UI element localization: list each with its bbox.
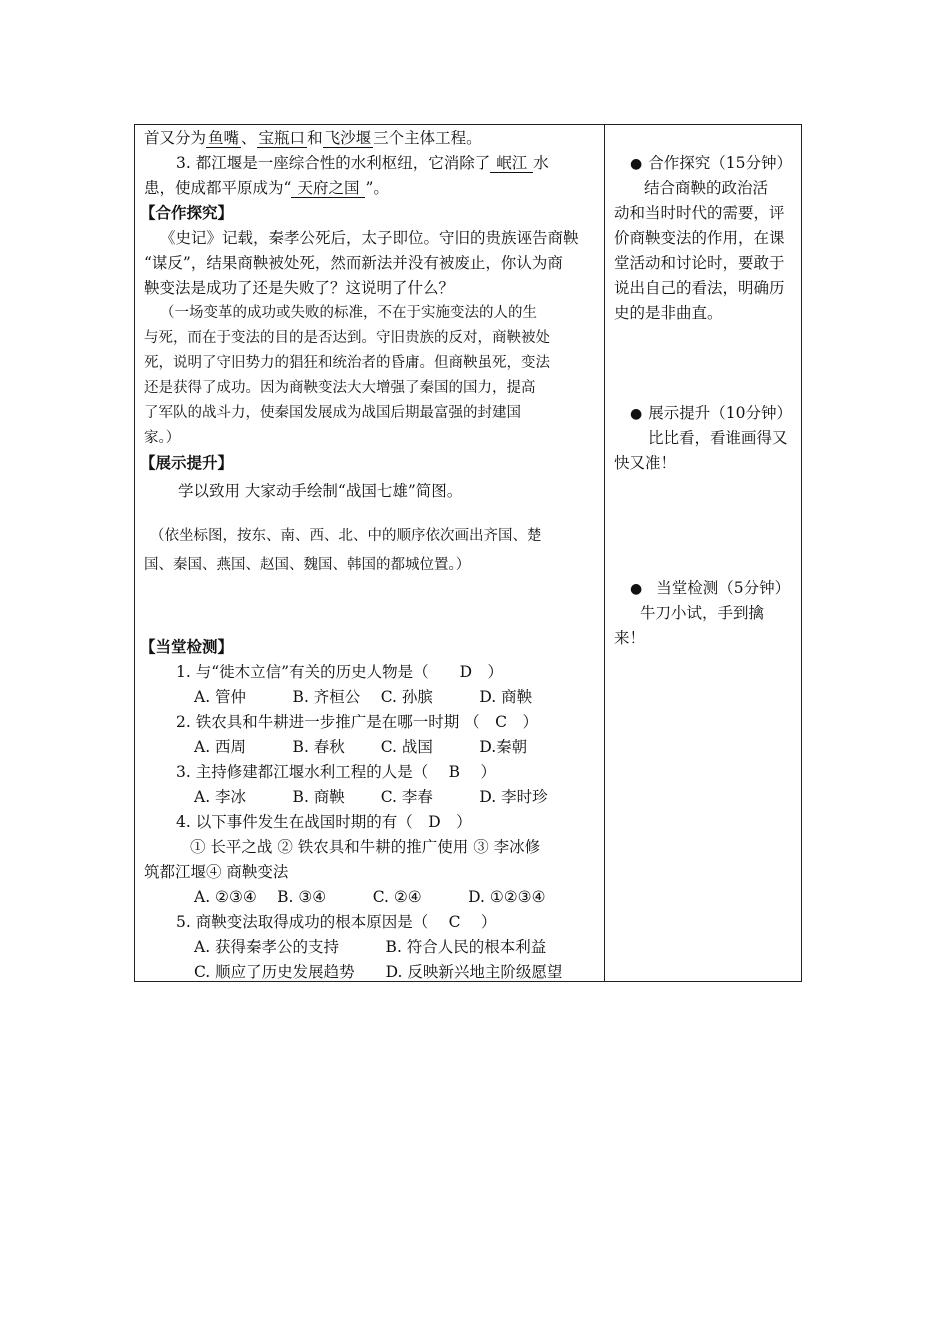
presentation-answer: 国、秦国、燕国、赵国、魏国、韩国的都城位置。） xyxy=(144,557,471,573)
bullet-icon: ● xyxy=(630,406,643,422)
guide-presentation-title xyxy=(630,403,792,424)
test-question-4-events: 筑都江堰④ 商鞅变法 xyxy=(144,863,289,881)
test-question-5: 5. 商鞅变法取得成功的根本原因是（ C ） xyxy=(176,913,497,931)
test-options-5: A. 获得秦孝公的支持 B. 符合人民的根本利益 xyxy=(194,938,547,956)
guide-title-text: 合作探究（15分钟） xyxy=(648,154,792,172)
guide-title-text: 展示提升（10分钟） xyxy=(648,404,792,422)
test-options-5: C. 顺应了历史发展趋势 D. 反映新兴地主阶级愿望 xyxy=(194,963,563,981)
test-question-4-events: ① 长平之战 ② 铁农具和牛耕的推广使用 ③ 李冰修 xyxy=(190,838,541,856)
guide-text: 史的是非曲直。 xyxy=(614,304,723,322)
line-question-3-cont xyxy=(144,178,389,198)
text: 患，使成都平原成为“ xyxy=(144,179,292,197)
line-question-3 xyxy=(176,153,549,173)
guide-text: 来！ xyxy=(614,629,646,647)
text: 3. 都江堰是一座综合性的水利枢纽，它消除了 xyxy=(176,154,491,172)
blank-answer: 天府之国 xyxy=(291,179,365,198)
cooperation-question: “谋反”，结果商鞅被处死，然而新法并没有被废止，你认为商 xyxy=(144,254,563,272)
line-dujiangyan-parts xyxy=(144,128,482,148)
cooperation-answer: 与死，而在于变法的目的是否达到。守旧贵族的反对，商鞅被处 xyxy=(144,330,550,346)
guide-text: 堂活动和讨论时，要敢于 xyxy=(614,254,785,272)
guide-test-title xyxy=(630,578,790,599)
guide-text: 价商鞅变法的作用，在课 xyxy=(614,229,785,247)
text: 和 xyxy=(307,129,323,147)
text: 三个主体工程。 xyxy=(373,129,482,147)
text: 首又分为 xyxy=(144,129,207,147)
text: ”。 xyxy=(365,179,389,197)
section-heading-test: 【当堂检测】 xyxy=(140,637,234,656)
text: 、 xyxy=(241,129,257,147)
section-heading-cooperation: 【合作探究】 xyxy=(140,203,234,222)
test-options-2: A. 西周 B. 春秋 C. 战国 D.秦朝 xyxy=(194,738,528,756)
blank-answer: 岷江 xyxy=(490,154,533,173)
test-options-3: A. 李冰 B. 商鞅 C. 李春 D. 李时珍 xyxy=(194,788,548,806)
blank-answer: 宝瓶口 xyxy=(258,129,306,147)
guide-title-text: 当堂检测（5分钟） xyxy=(656,579,791,597)
blank-answer: 鱼嘴 xyxy=(208,129,240,147)
section-heading-presentation: 【展示提升】 xyxy=(140,453,234,472)
cooperation-answer: 还是获得了成功。因为商鞅变法大大增强了秦国的国力，提高 xyxy=(144,380,536,396)
guide-text: 动和当时时代的需要，评 xyxy=(614,204,785,222)
presentation-answer: （依坐标图，按东、南、西、北、中的顺序依次画出齐国、楚 xyxy=(150,528,542,544)
guide-text: 牛刀小试，手到擒 xyxy=(640,604,765,622)
cooperation-answer: 了军队的战斗力，使秦国发展成为战国后期最富强的封建国 xyxy=(144,405,521,421)
blank-answer: 飞沙堰 xyxy=(324,129,372,147)
test-question-4: 4. 以下事件发生在战国时期的有（ D ） xyxy=(176,813,472,831)
text: 水 xyxy=(533,154,549,172)
presentation-task: 学以致用 大家动手绘制“战国七雄”简图。 xyxy=(178,482,463,500)
cooperation-answer: （一场变革的成功或失败的标准，不在于实施变法的人的生 xyxy=(160,305,537,321)
cooperation-answer: 家。） xyxy=(144,430,181,446)
guide-text: 比比看，看谁画得又 xyxy=(648,429,788,447)
column-divider xyxy=(604,124,605,982)
cooperation-question: 鞅变法是成功了还是失败了？这说明了什么？ xyxy=(144,279,455,297)
test-options-1: A. 管仲 B. 齐桓公 C. 孙膑 D. 商鞅 xyxy=(194,688,533,706)
cooperation-answer: 死，说明了守旧势力的猖狂和统治者的昏庸。但商鞅虽死，变法 xyxy=(144,355,550,371)
test-question-2: 2. 铁农具和牛耕进一步推广是在哪一时期 （ C ） xyxy=(176,713,539,731)
test-question-3: 3. 主持修建都江堰水利工程的人是（ B ） xyxy=(176,763,496,781)
guide-text: 快又准！ xyxy=(614,454,677,472)
test-options-4: A. ②③④ B. ③④ C. ②④ D. ①②③④ xyxy=(194,888,546,906)
guide-text: 说出自己的看法，明确历 xyxy=(614,279,785,297)
bullet-icon: ● xyxy=(630,156,643,172)
test-question-1: 1. 与“徙木立信”有关的历史人物是（ D ） xyxy=(176,663,503,681)
guide-cooperation-title xyxy=(630,153,792,174)
bullet-icon: ● xyxy=(630,581,643,597)
cooperation-question: 《史记》记载，秦孝公死后，太子即位。守旧的贵族诬告商鞅 xyxy=(160,229,579,247)
guide-text: 结合商鞅的政治活 xyxy=(644,179,769,197)
